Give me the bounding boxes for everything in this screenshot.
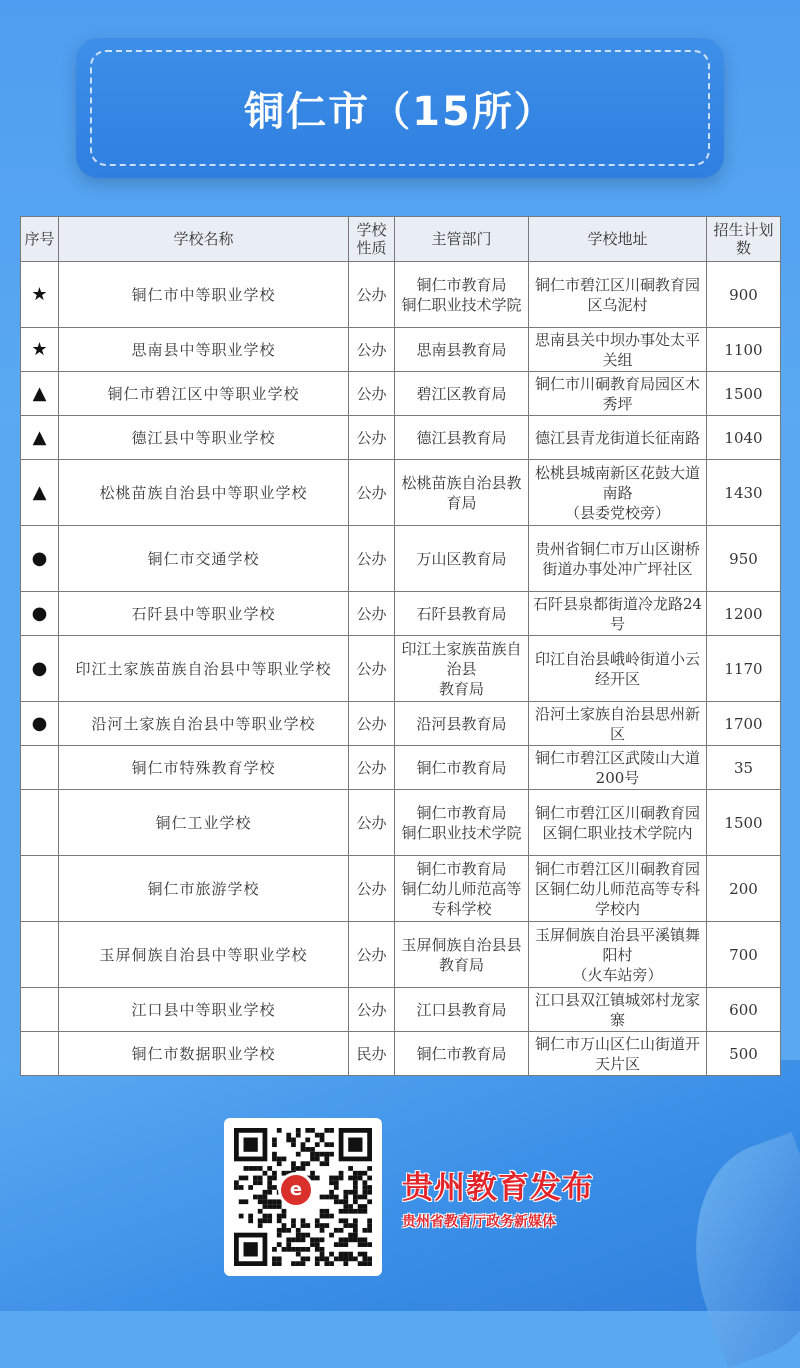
school-name: 铜仁市特殊教育学校 [59,746,349,790]
column-header-dept: 主管部门 [395,217,529,262]
row-mark: ▲ [21,460,59,526]
column-header-type: 学校性质 [349,217,395,262]
school-type: 公办 [349,526,395,592]
enrollment-plan: 1040 [707,416,781,460]
school-address: 印江自治县峨岭街道小云经开区 [529,636,707,702]
column-header-index: 序号 [21,217,59,262]
brand-block [402,1162,602,1231]
school-table [20,216,781,1076]
school-address: 石阡县泉都街道冷龙路24号 [529,592,707,636]
school-type: 民办 [349,1032,395,1076]
school-dept: 玉屏侗族自治县县教育局 [395,922,529,988]
enrollment-plan: 700 [707,922,781,988]
school-dept: 铜仁市教育局 [395,1032,529,1076]
school-address: 贵州省铜仁市万山区谢桥街道办事处冲广坪社区 [529,526,707,592]
school-name: 石阡县中等职业学校 [59,592,349,636]
school-type: 公办 [349,856,395,922]
school-name: 思南县中等职业学校 [59,328,349,372]
school-name: 铜仁市旅游学校 [59,856,349,922]
enrollment-plan: 1500 [707,790,781,856]
school-name: 铜仁市数据职业学校 [59,1032,349,1076]
enrollment-plan: 1170 [707,636,781,702]
school-type: 公办 [349,372,395,416]
school-type: 公办 [349,328,395,372]
table-row [21,592,781,636]
school-type: 公办 [349,746,395,790]
table-row [21,746,781,790]
school-address: 铜仁市川硐教育局园区木秀坪 [529,372,707,416]
school-dept: 德江县教育局 [395,416,529,460]
row-mark [21,1032,59,1076]
table-body [21,262,781,1076]
school-name: 印江土家族苗族自治县中等职业学校 [59,636,349,702]
table-header-row [21,217,781,262]
school-dept: 石阡县教育局 [395,592,529,636]
qr-code [224,1118,382,1276]
enrollment-plan: 1100 [707,328,781,372]
row-mark [21,988,59,1032]
enrollment-plan: 35 [707,746,781,790]
school-name: 铜仁市碧江区中等职业学校 [59,372,349,416]
enrollment-plan: 1700 [707,702,781,746]
row-mark: ● [21,526,59,592]
school-name: 德江县中等职业学校 [59,416,349,460]
table-row [21,328,781,372]
school-type: 公办 [349,262,395,328]
enrollment-plan: 1500 [707,372,781,416]
school-dept: 铜仁市教育局 铜仁职业技术学院 [395,790,529,856]
school-type: 公办 [349,592,395,636]
school-dept: 铜仁市教育局 [395,746,529,790]
school-dept: 沿河县教育局 [395,702,529,746]
table-row [21,1032,781,1076]
school-address: 铜仁市碧江区川硐教育园区铜仁职业技术学院内 [529,790,707,856]
school-type: 公办 [349,790,395,856]
school-address: 铜仁市万山区仁山街道开天片区 [529,1032,707,1076]
column-header-address: 学校地址 [529,217,707,262]
school-dept: 江口县教育局 [395,988,529,1032]
school-address: 沿河土家族自治县思州新区 [529,702,707,746]
title-dashed-frame [90,50,710,166]
school-dept: 铜仁市教育局 铜仁幼儿师范高等专科学校 [395,856,529,922]
brand-name: 贵州教育发布 [402,1170,594,1206]
table-row [21,790,781,856]
row-mark: ▲ [21,372,59,416]
table-row [21,702,781,746]
enrollment-plan: 950 [707,526,781,592]
table-row [21,372,781,416]
enrollment-plan: 1200 [707,592,781,636]
school-name: 铜仁工业学校 [59,790,349,856]
row-mark: ● [21,636,59,702]
school-address: 思南县关中坝办事处太平关组 [529,328,707,372]
school-address: 铜仁市碧江区川硐教育园区铜仁幼儿师范高等专科学校内 [529,856,707,922]
school-name: 沿河土家族自治县中等职业学校 [59,702,349,746]
page-title: 铜仁市（15所） [244,88,556,135]
school-address: 铜仁市碧江区川硐教育园区乌泥村 [529,262,707,328]
school-address: 江口县双江镇城郊村龙家寨 [529,988,707,1032]
school-address: 松桃县城南新区花鼓大道南路 （县委党校旁） [529,460,707,526]
row-mark [21,856,59,922]
enrollment-plan: 200 [707,856,781,922]
background-bottom [0,1060,800,1311]
title-card [76,38,724,178]
table-row [21,526,781,592]
table-row [21,262,781,328]
school-name: 铜仁市交通学校 [59,526,349,592]
school-dept: 松桃苗族自治县教育局 [395,460,529,526]
school-type: 公办 [349,416,395,460]
school-dept: 万山区教育局 [395,526,529,592]
row-mark: ★ [21,262,59,328]
table-row [21,460,781,526]
brand-subtitle: 贵州省教育厅政务新媒体 [402,1214,556,1230]
enrollment-plan: 1430 [707,460,781,526]
school-type: 公办 [349,922,395,988]
school-address: 德江县青龙街道长征南路 [529,416,707,460]
row-mark [21,790,59,856]
school-type: 公办 [349,460,395,526]
education-logo-icon: e [278,1172,314,1208]
table-row [21,988,781,1032]
table-row [21,922,781,988]
school-dept: 思南县教育局 [395,328,529,372]
row-mark [21,746,59,790]
column-header-name: 学校名称 [59,217,349,262]
school-dept: 印江土家族苗族自治县 教育局 [395,636,529,702]
school-type: 公办 [349,636,395,702]
table-row [21,856,781,922]
school-name: 玉屏侗族自治县中等职业学校 [59,922,349,988]
school-name: 铜仁市中等职业学校 [59,262,349,328]
row-mark [21,922,59,988]
school-dept: 碧江区教育局 [395,372,529,416]
table-row [21,636,781,702]
enrollment-plan: 500 [707,1032,781,1076]
row-mark: ● [21,702,59,746]
school-address: 玉屏侗族自治县平溪镇舞阳村 （火车站旁） [529,922,707,988]
school-type: 公办 [349,988,395,1032]
school-table-wrapper [20,216,780,1076]
row-mark: ★ [21,328,59,372]
table-row [21,416,781,460]
enrollment-plan: 900 [707,262,781,328]
column-header-plan: 招生计划数 [707,217,781,262]
school-name: 松桃苗族自治县中等职业学校 [59,460,349,526]
row-mark: ● [21,592,59,636]
row-mark: ▲ [21,416,59,460]
school-name: 江口县中等职业学校 [59,988,349,1032]
school-type: 公办 [349,702,395,746]
school-address: 铜仁市碧江区武陵山大道200号 [529,746,707,790]
school-dept: 铜仁市教育局 铜仁职业技术学院 [395,262,529,328]
enrollment-plan: 600 [707,988,781,1032]
